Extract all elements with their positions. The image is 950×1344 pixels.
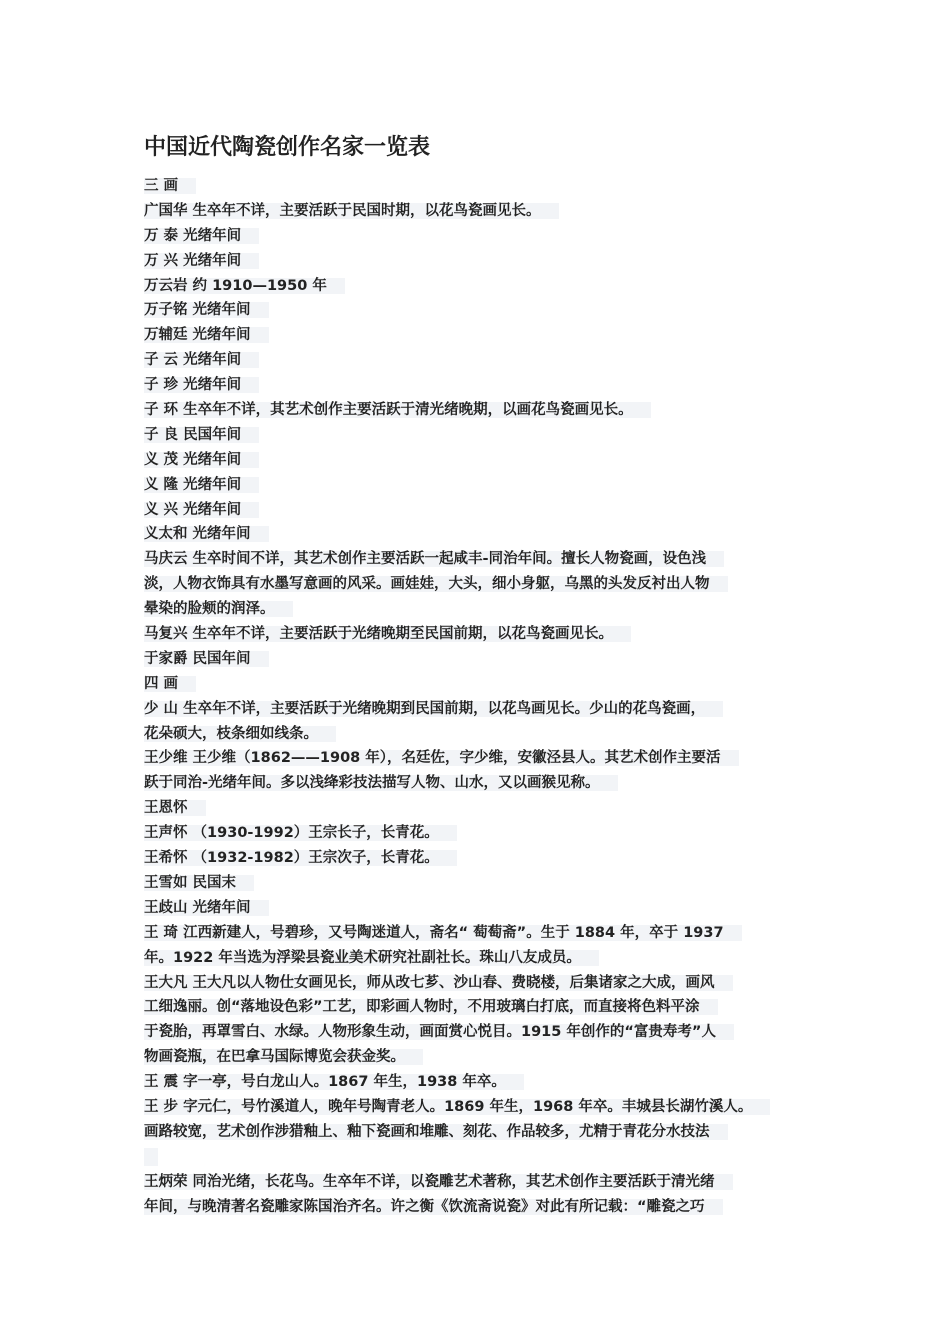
text-line-content: 广国华 生卒年不详，主要活跃于民国时期，以花鸟瓷画见长。 xyxy=(144,203,559,219)
text-line-content: 于瓷胎，再罩雪白、水绿。人物形象生动，画面赏心悦目。1915 年创作的“富贵寿考”人 xyxy=(144,1024,734,1040)
text-line xyxy=(144,1045,834,1070)
text-line xyxy=(144,224,834,249)
text-line xyxy=(144,1070,834,1095)
text-line-content: 王声怀 （1930-1992）王宗长子，长青花。 xyxy=(144,825,457,841)
text-line-content: 义太和 光绪年间 xyxy=(144,526,269,542)
text-line xyxy=(144,473,834,498)
document-body xyxy=(144,174,834,1219)
text-line xyxy=(144,1145,834,1170)
text-line xyxy=(144,348,834,373)
text-line xyxy=(144,274,834,299)
text-line-content: 王恩怀 xyxy=(144,800,206,816)
text-line xyxy=(144,199,834,224)
text-line-content: 马庆云 生卒时间不详，其艺术创作主要活跃一起咸丰-同治年间。擅长人物瓷画，设色浅 xyxy=(144,551,724,567)
text-line-content: 王 琦 江西新建人，号碧珍，又号陶迷道人，斋名“ 萄萄斋”。生于 1884 年，卒于 1937 xyxy=(144,925,742,941)
text-line xyxy=(144,1170,834,1195)
text-line xyxy=(144,821,834,846)
text-line xyxy=(144,647,834,672)
text-line-content: 画路较宽，艺术创作涉猎釉上、釉下瓷画和堆雕、刻花、作品较多，尤精于青花分水技法 xyxy=(144,1124,728,1140)
document-page xyxy=(144,128,834,1219)
text-line-content: 四 画 xyxy=(144,676,196,692)
text-line-content: 花朵硕大，枝条细如线条。 xyxy=(144,726,336,742)
text-line xyxy=(144,697,834,722)
text-line xyxy=(144,423,834,448)
text-line-content: 少 山 生卒年不详，主要活跃于光绪晚期到民国前期，以花鸟画见长。少山的花鸟瓷画， xyxy=(144,701,723,717)
text-line-content: 于家爵 民国年间 xyxy=(144,651,269,667)
text-line-content: 子 良 民国年间 xyxy=(144,427,259,443)
text-line xyxy=(144,796,834,821)
text-line xyxy=(144,971,834,996)
text-line-content: 王雪如 民国末 xyxy=(144,875,254,891)
text-line xyxy=(144,946,834,971)
text-line xyxy=(144,1120,834,1145)
text-line xyxy=(144,672,834,697)
text-line-content: 万辅廷 光绪年间 xyxy=(144,327,269,343)
text-line-content: 义 隆 光绪年间 xyxy=(144,477,259,493)
text-line xyxy=(144,622,834,647)
text-line xyxy=(144,498,834,523)
text-line-content: 马复兴 生卒年不详，主要活跃于光绪晚期至民国前期，以花鸟瓷画见长。 xyxy=(144,626,631,642)
text-line xyxy=(144,771,834,796)
text-line-content: 王少维 王少维（1862——1908 年），名廷佐，字少维，安徽泾县人。其艺术创作主要活 xyxy=(144,750,739,766)
text-line xyxy=(144,896,834,921)
text-line xyxy=(144,174,834,199)
text-line-content: 王 步 字元仁，号竹溪道人，晚年号陶青老人。1869 年生，1968 年卒。丰城县长湖竹溪人。 xyxy=(144,1099,770,1115)
text-line-content: 万 泰 光绪年间 xyxy=(144,228,259,244)
text-line-content: 物画瓷瓶，在巴拿马国际博览会获金奖。 xyxy=(144,1049,423,1065)
text-line xyxy=(144,448,834,473)
text-line-content: 王 震 字一亭，号白龙山人。1867 年生，1938 年卒。 xyxy=(144,1074,524,1090)
text-line-content: 万 兴 光绪年间 xyxy=(144,253,259,269)
text-line-content: 万云岩 约 1910—1950 年 xyxy=(144,278,345,294)
text-line xyxy=(144,871,834,896)
text-line-content: 淡，人物衣饰具有水墨写意画的风采。画娃娃，大头，细小身躯，乌黑的头发反衬出人物 xyxy=(144,576,728,592)
text-line xyxy=(144,1195,834,1220)
text-line xyxy=(144,1095,834,1120)
text-line-content: 王炳荣 同治光绪，长花鸟。生卒年不详，以瓷雕艺术著称，其艺术创作主要活跃于清光绪 xyxy=(144,1174,733,1190)
text-line xyxy=(144,995,834,1020)
text-line xyxy=(144,746,834,771)
text-line xyxy=(144,522,834,547)
text-line-content xyxy=(144,1148,158,1166)
text-line-content: 工细逸丽。创“落地设色彩”工艺，即彩画人物时，不用玻璃白打底，而直接将色料平涂 xyxy=(144,999,718,1015)
text-line xyxy=(144,323,834,348)
text-line-content: 义 兴 光绪年间 xyxy=(144,502,259,518)
text-line xyxy=(144,572,834,597)
text-line xyxy=(144,722,834,747)
text-line-content: 子 云 光绪年间 xyxy=(144,352,259,368)
text-line-content: 年间，与晚清著名瓷雕家陈国治齐名。许之衡《饮流斋说瓷》对此有所记载：“雕瓷之巧 xyxy=(144,1199,723,1215)
text-line-content: 跃于同治-光绪年间。多以浅绛彩技法描写人物、山水，又以画猴见称。 xyxy=(144,775,618,791)
text-line-content: 义 茂 光绪年间 xyxy=(144,452,259,468)
text-line-content: 王歧山 光绪年间 xyxy=(144,900,269,916)
text-line-content: 王大凡 王大凡以人物仕女画见长，师从改七芗、沙山春、费晓楼，后集诸家之大成，画风 xyxy=(144,975,733,991)
text-line xyxy=(144,373,834,398)
text-line-content: 子 珍 光绪年间 xyxy=(144,377,259,393)
text-line xyxy=(144,597,834,622)
text-line xyxy=(144,298,834,323)
text-line-content: 晕染的脸颊的润泽。 xyxy=(144,601,293,617)
text-line xyxy=(144,249,834,274)
text-line xyxy=(144,846,834,871)
text-line-content: 万子铭 光绪年间 xyxy=(144,302,269,318)
text-line-content: 年。1922 年当选为浮梁县瓷业美术研究社副社长。珠山八友成员。 xyxy=(144,950,599,966)
text-line xyxy=(144,398,834,423)
document-title: 中国近代陶瓷创作名家一览表 xyxy=(144,135,431,160)
text-line xyxy=(144,1020,834,1045)
text-line-content: 王希怀 （1932-1982）王宗次子，长青花。 xyxy=(144,850,457,866)
text-line-content: 子 环 生卒年不详，其艺术创作主要活跃于清光绪晚期，以画花鸟瓷画见长。 xyxy=(144,402,651,418)
text-line xyxy=(144,547,834,572)
text-line xyxy=(144,921,834,946)
text-line-content: 三 画 xyxy=(144,178,196,194)
